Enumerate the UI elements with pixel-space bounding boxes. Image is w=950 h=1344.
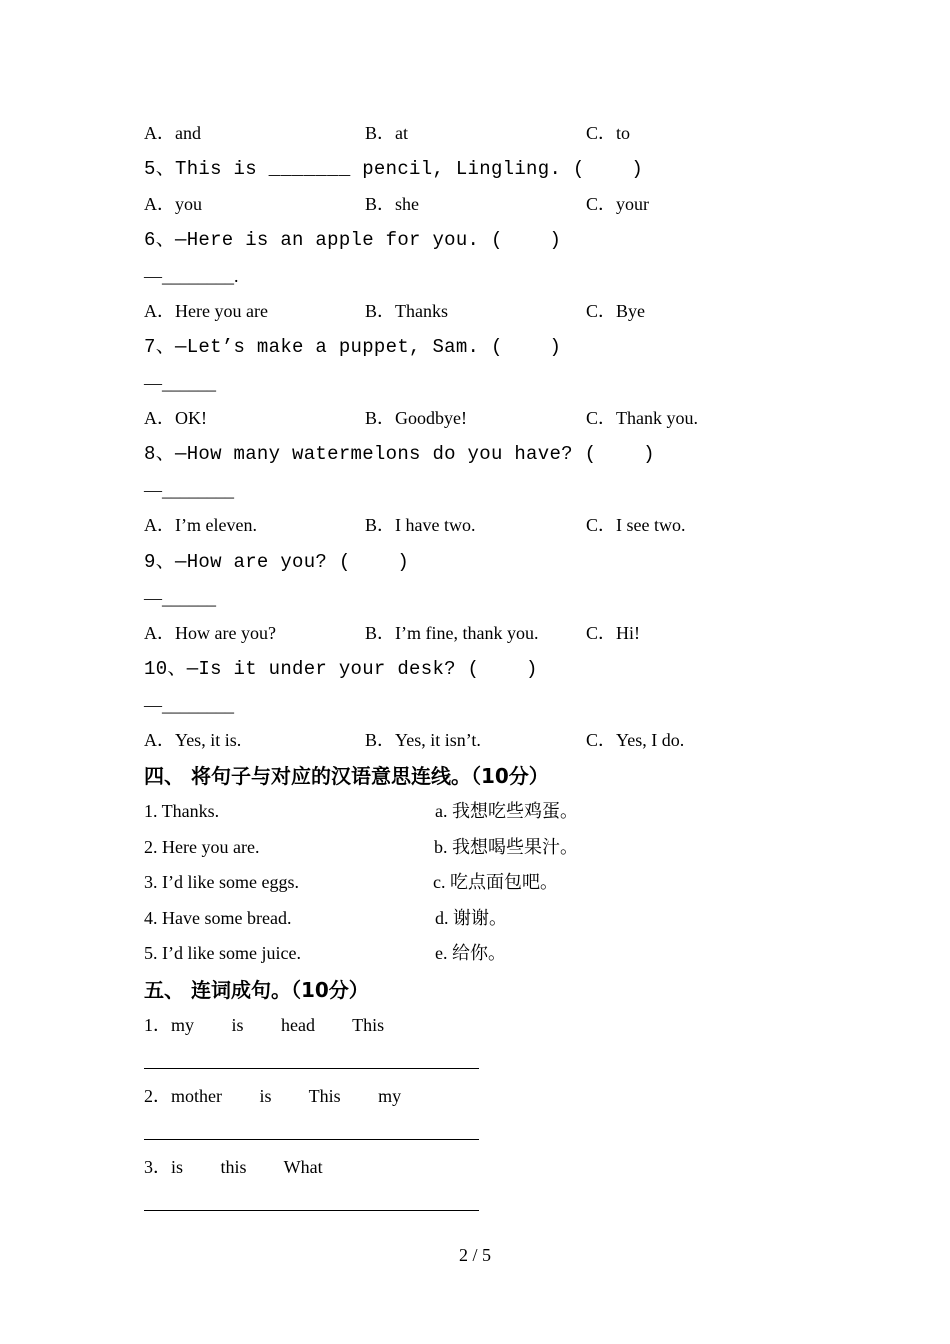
answer-line-2[interactable]	[144, 1139, 479, 1140]
q9-option-b: B．I’m fine, thank you.	[365, 623, 539, 643]
section4-heading: 四、 将句子与对应的汉语意思连线。（10分）	[144, 764, 549, 788]
q9-option-a: A．How are you?	[144, 623, 276, 643]
scrambled-words-1: 1．my is head This	[144, 1015, 385, 1035]
match-right-item: a. 我想吃些鸡蛋。	[435, 801, 578, 821]
q5-option-b: B．she	[365, 194, 419, 214]
q8-reply: —________	[144, 480, 234, 500]
match-left-item: 1. Thanks.	[144, 801, 220, 821]
q7-option-a: A．OK!	[144, 408, 207, 428]
q4-option-a: A．and	[144, 123, 201, 143]
q6-option-c: C．Bye	[586, 301, 646, 321]
q6-question: 6、—Here is an apple for you. ( )	[144, 229, 562, 251]
q9-question: 9、—How are you? ( )	[144, 551, 410, 573]
match-left-item: 4. Have some bread.	[144, 908, 292, 928]
q5-option-a: A．you	[144, 194, 202, 214]
answer-line-3[interactable]	[144, 1210, 479, 1211]
scrambled-words-2: 2．mother is This my	[144, 1086, 402, 1106]
q5-option-c: C．your	[586, 194, 649, 214]
q5-question: 5、This is _______ pencil, Lingling. ( )	[144, 158, 644, 180]
q4-option-c: C．to	[586, 123, 631, 143]
q7-option-c: C．Thank you.	[586, 408, 698, 428]
q7-option-b: B．Goodbye!	[365, 408, 467, 428]
q10-question: 10、—Is it under your desk? ( )	[144, 658, 538, 680]
scrambled-words-3: 3．is this What	[144, 1157, 323, 1177]
q8-option-a: A．I’m eleven.	[144, 515, 257, 535]
q7-reply: —______	[144, 373, 216, 393]
q4-option-b: B．at	[365, 123, 408, 143]
match-right-item: d. 谢谢。	[435, 908, 507, 928]
q9-option-c: C．Hi!	[586, 623, 640, 643]
match-left-item: 2. Here you are.	[144, 837, 260, 857]
q6-option-b: B．Thanks	[365, 301, 448, 321]
q10-option-b: B．Yes, it isn’t.	[365, 730, 481, 750]
q10-option-c: C．Yes, I do.	[586, 730, 685, 750]
match-right-item: b. 我想喝些果汁。	[434, 837, 578, 857]
section5-heading: 五、 连词成句。（10分）	[144, 978, 369, 1002]
q7-question: 7、—Let’s make a puppet, Sam. ( )	[144, 336, 562, 358]
page-number: 2 / 5	[458, 1245, 491, 1265]
match-left-item: 5. I’d like some juice.	[144, 943, 301, 963]
q8-question: 8、—How many watermelons do you have? ( )	[144, 443, 655, 465]
match-right-item: e. 给你。	[435, 943, 506, 963]
answer-line-1[interactable]	[144, 1068, 479, 1069]
q8-option-b: B．I have two.	[365, 515, 476, 535]
q10-option-a: A．Yes, it is.	[144, 730, 242, 750]
match-left-item: 3. I’d like some eggs.	[144, 872, 299, 892]
q8-option-c: C．I see two.	[586, 515, 686, 535]
q6-option-a: A．Here you are	[144, 301, 268, 321]
q6-reply: —________.	[144, 266, 239, 286]
q10-reply: —________	[144, 695, 234, 715]
q9-reply: —______	[144, 588, 216, 608]
match-right-item: c. 吃点面包吧。	[433, 872, 558, 892]
